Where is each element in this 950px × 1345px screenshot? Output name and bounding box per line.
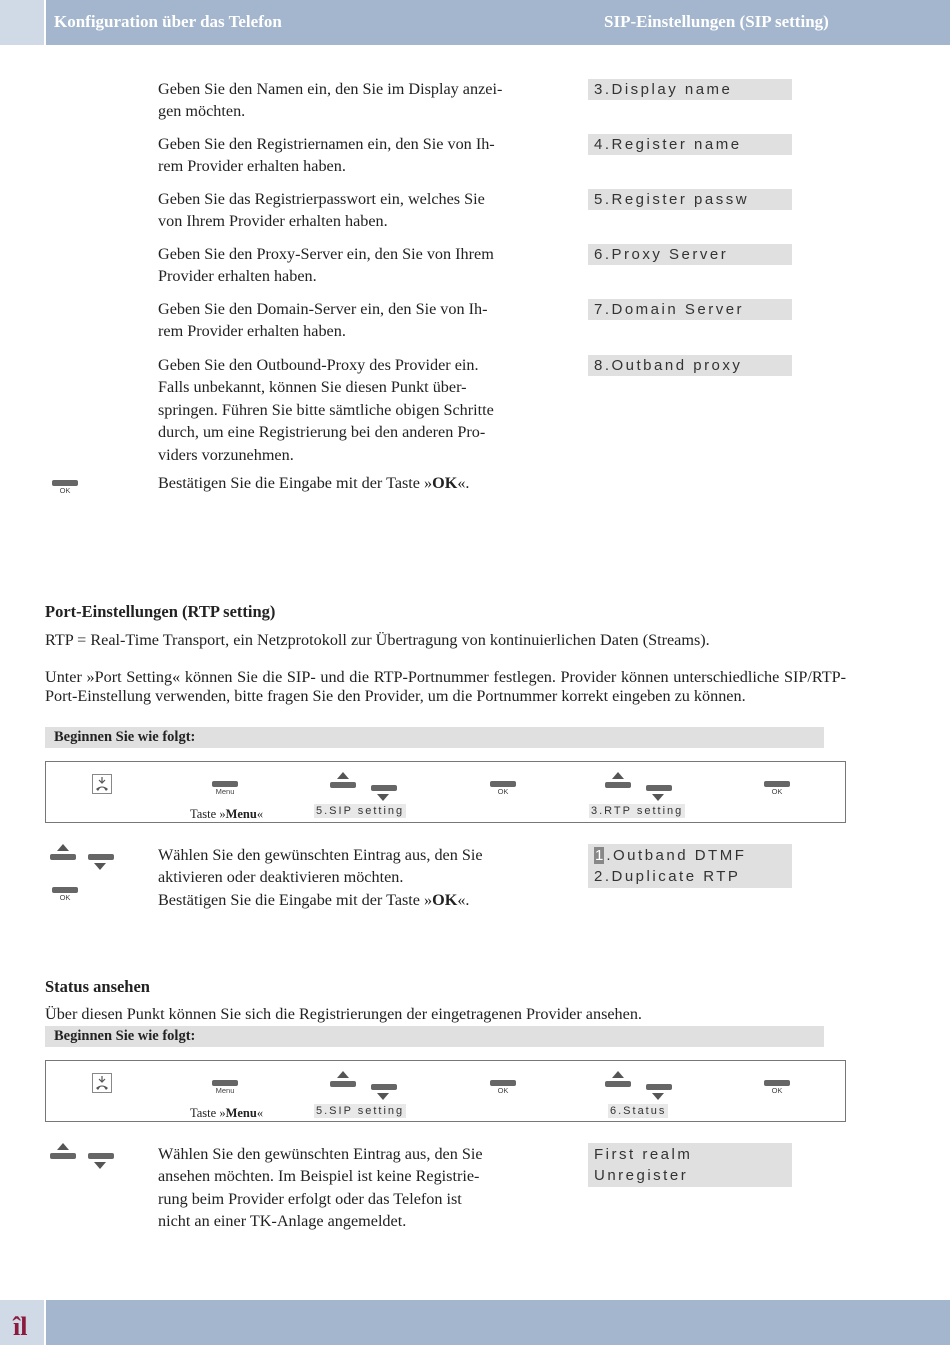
down-arrow-icon — [377, 794, 389, 801]
down-key-icon — [88, 1153, 114, 1159]
ok-key-label: OK — [497, 787, 509, 796]
down-arrow-icon — [377, 1093, 389, 1100]
lcd-proxy-server: 6.Proxy Server — [588, 244, 792, 265]
down-arrow-icon — [652, 1093, 664, 1100]
status-seq-display-sip-setting: 5.SIP setting — [316, 1105, 405, 1117]
down-key-icon — [646, 1084, 672, 1090]
header-left-title: Konfiguration über das Telefon — [54, 12, 282, 31]
step-text-domain-server: Geben Sie den Domain-Server ein, den Sie von Ih- rem Provider erhalten haben. — [158, 300, 488, 341]
up-key-icon — [330, 782, 356, 788]
status-begin-bar: Beginnen Sie wie folgt: — [45, 1026, 824, 1047]
handset-icon — [92, 774, 112, 794]
status-seq-display-status: 6.Status — [610, 1105, 667, 1117]
status-step-text: Wählen Sie den gewünschten Eintrag aus, den Sie ansehen möchten. Im Beispiel ist keine Registrie- rung beim Provider erfolgt oder das Telefon ist nicht an einer TK-Anlage angemeldet. — [158, 1145, 483, 1231]
port-seq-display-rtp-setting: 3.RTP setting — [591, 805, 684, 817]
ok-key-label: OK — [771, 787, 783, 796]
port-key-sequence — [45, 761, 846, 823]
port-seq-display-sip-setting: 5.SIP setting — [316, 805, 405, 817]
down-arrow-icon — [652, 794, 664, 801]
status-lcd: First realm Unregister — [588, 1143, 792, 1187]
up-arrow-icon — [57, 844, 69, 851]
confirm-text: Bestätigen Sie die Eingabe mit der Taste »OK«. — [158, 474, 470, 492]
port-begin-bar: Beginnen Sie wie folgt: — [45, 727, 824, 748]
step-text-outbound-proxy: Geben Sie den Outbound-Proxy des Provider ein. Falls unbekannt, können Sie diesen Punkt über- springen. Führen Sie bitte sämtliche obigen Schritte durch, um eine Registrierung bei den anderen Pro- viders vorzunehmen. — [158, 356, 494, 464]
handset-icon — [92, 1073, 112, 1093]
status-section-title: Status ansehen — [45, 977, 150, 996]
step-text-proxy-server: Geben Sie den Proxy-Server ein, den Sie von Ihrem Provider erhalten haben. — [158, 245, 494, 286]
step-text-display-name: Geben Sie den Namen ein, den Sie im Display anzei- gen möchten. — [158, 80, 503, 121]
header-corner-block — [0, 0, 44, 45]
up-key-icon — [50, 854, 76, 860]
menu-key-label: Menu — [215, 787, 235, 796]
port-taste-menu: Taste »Menu« — [190, 807, 264, 821]
port-step-text: Wählen Sie den gewünschten Eintrag aus, den Sie aktivieren oder deaktivieren möchten. Bestätigen Sie die Eingabe mit der Taste »OK«. — [158, 846, 483, 909]
up-key-icon — [50, 1153, 76, 1159]
lcd-display-name: 3.Display name — [588, 79, 792, 100]
up-arrow-icon — [57, 1143, 69, 1150]
status-description: Über diesen Punkt können Sie sich die Registrierungen der eingetragenen Provider ansehen. — [45, 1005, 642, 1023]
ok-key-label: OK — [771, 1086, 783, 1095]
lcd-outbound-proxy: 8.Outband proxy — [588, 355, 792, 376]
status-key-sequence — [45, 1060, 846, 1122]
lcd-cursor: 1 — [595, 847, 604, 864]
ok-key-label: OK — [59, 486, 71, 495]
ok-key-label: OK — [497, 1086, 509, 1095]
up-key-icon — [605, 1081, 631, 1087]
step-text-register-password: Geben Sie das Registrierpasswort ein, welches Sie von Ihrem Provider erhalten haben. — [158, 190, 485, 231]
down-key-icon — [88, 854, 114, 860]
lcd-register-password: 5.Register passw — [588, 189, 792, 210]
lcd-domain-server: 7.Domain Server — [588, 299, 792, 320]
lcd-register-name: 4.Register name — [588, 134, 792, 155]
header-divider — [44, 0, 46, 45]
footer-bar — [46, 1300, 950, 1345]
down-key-icon — [371, 785, 397, 791]
down-arrow-icon — [94, 863, 106, 870]
ok-key-label: OK — [59, 893, 71, 902]
port-definition: RTP = Real-Time Transport, ein Netzprotokoll zur Übertragung von kontinuierlichen Daten (Streams). — [45, 631, 710, 649]
header-right-title: SIP-Einstellungen (SIP setting) — [604, 12, 829, 31]
up-arrow-icon — [337, 772, 349, 779]
up-arrow-icon — [612, 772, 624, 779]
down-key-icon — [646, 785, 672, 791]
up-key-icon — [330, 1081, 356, 1087]
step-text-register-name: Geben Sie den Registriernamen ein, den Sie von Ih- rem Provider erhalten haben. — [158, 135, 495, 176]
down-key-icon — [371, 1084, 397, 1090]
port-section-title: Port-Einstellungen (RTP setting) — [45, 602, 276, 621]
footer-logo-mark: îl — [13, 1312, 28, 1341]
port-lcd: 1 .Outband DTMF 2.Duplicate RTP — [588, 844, 792, 888]
up-key-icon — [605, 782, 631, 788]
up-arrow-icon — [337, 1071, 349, 1078]
down-arrow-icon — [94, 1162, 106, 1169]
menu-key-label: Menu — [215, 1086, 235, 1095]
up-arrow-icon — [612, 1071, 624, 1078]
status-taste-menu: Taste »Menu« — [190, 1106, 264, 1120]
port-description: Unter »Port Setting« können Sie die SIP- und die RTP-Portnummer festlegen. Provider können unterschiedliche SIP/RTP-Port-Einstellung verwenden, bitte fragen Sie den Provider, um die Portnummer korrekt eingeben zu können. — [45, 668, 846, 705]
